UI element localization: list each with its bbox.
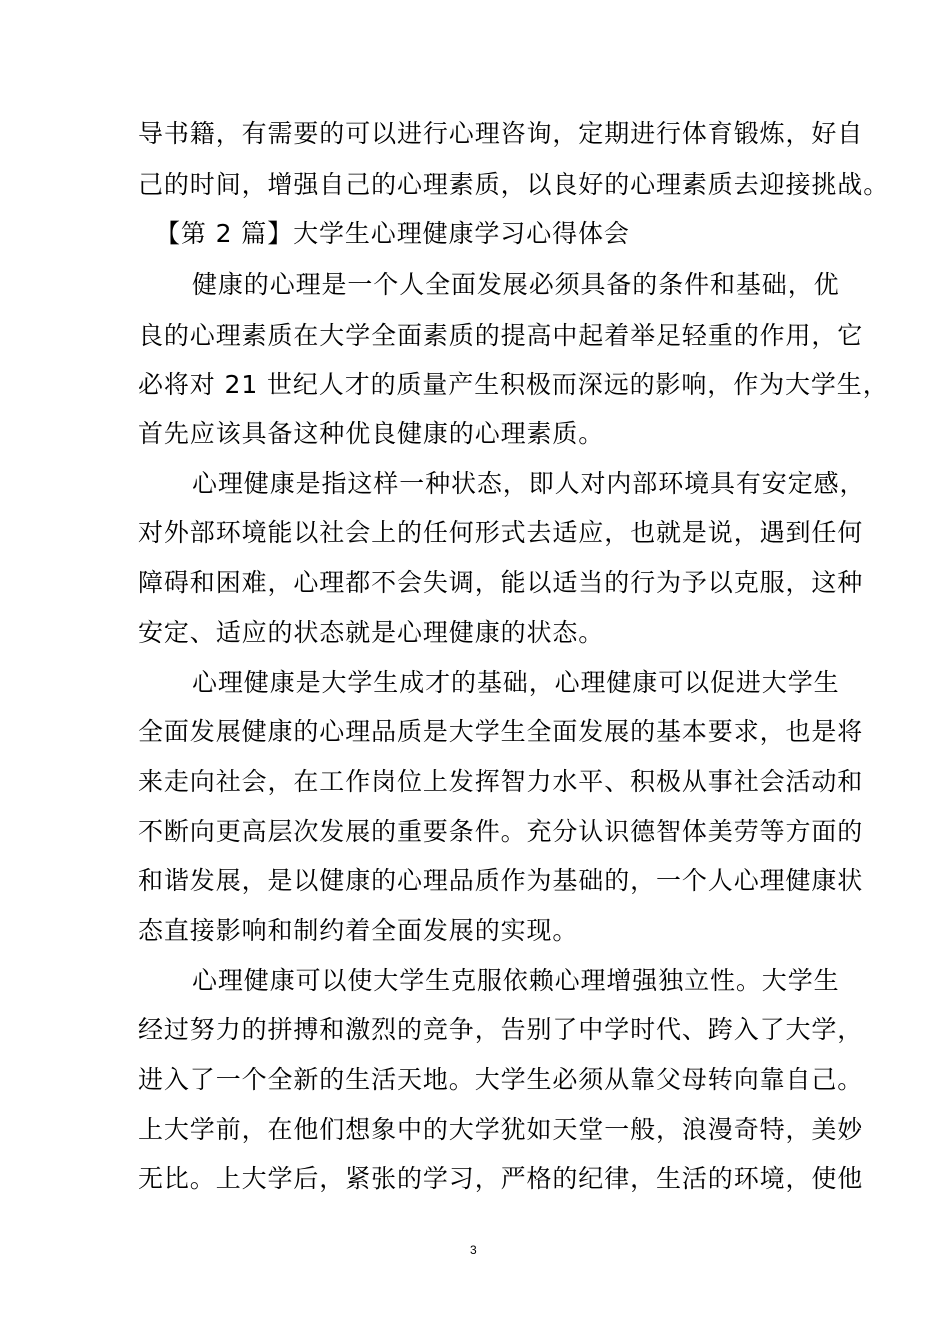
page-number: 3 xyxy=(470,1243,477,1257)
section-heading: 【第 2 篇】大学生心理健康学习心得体会 xyxy=(155,219,630,248)
text-line: 全面发展健康的心理品质是大学生全面发展的基本要求，也是将 xyxy=(138,717,864,746)
paragraph-first-line: 心理健康是指这样一种状态，即人对内部环境具有安定感， xyxy=(192,469,866,498)
text-line: 首先应该具备这种优良健康的心理素质。 xyxy=(138,419,605,448)
paragraph-first-line: 心理健康可以使大学生克服依赖心理增强独立性。大学生 xyxy=(192,966,840,995)
text-line: 己的时间，增强自己的心理素质，以良好的心理素质去迎接挑战。 xyxy=(138,170,890,199)
text-line: 导书籍，有需要的可以进行心理咨询，定期进行体育锻炼，好自 xyxy=(138,119,864,148)
text-line: 上大学前，在他们想象中的大学犹如天堂一般，浪漫奇特，美妙 xyxy=(138,1115,864,1144)
text-line: 和谐发展，是以健康的心理品质作为基础的，一个人心理健康状 xyxy=(138,866,864,895)
text-line: 进入了一个全新的生活天地。大学生必须从靠父母转向靠自己。 xyxy=(138,1065,864,1094)
paragraph-first-line: 心理健康是大学生成才的基础，心理健康可以促进大学生 xyxy=(192,668,840,697)
text-line: 不断向更高层次发展的重要条件。充分认识德智体美劳等方面的 xyxy=(138,817,864,846)
text-line: 良的心理素质在大学全面素质的提高中起着举足轻重的作用，它 xyxy=(138,321,864,350)
text-line: 必将对 21 世纪人才的质量产生积极而深远的影响，作为大学生， xyxy=(138,370,889,399)
text-line: 无比。上大学后，紧张的学习，严格的纪律，生活的环境，使他 xyxy=(138,1164,864,1193)
text-line: 对外部环境能以社会上的任何形式去适应，也就是说，遇到任何 xyxy=(138,518,864,547)
text-line: 态直接影响和制约着全面发展的实现。 xyxy=(138,916,579,945)
paragraph-first-line: 健康的心理是一个人全面发展必须具备的条件和基础，优 xyxy=(192,270,840,299)
text-line: 障碍和困难，心理都不会失调，能以适当的行为予以克服，这种 xyxy=(138,568,864,597)
text-line: 安定、适应的状态就是心理健康的状态。 xyxy=(138,618,605,647)
text-line: 经过努力的拼搏和激烈的竞争，告别了中学时代、跨入了大学， xyxy=(138,1015,864,1044)
text-line: 来走向社会，在工作岗位上发挥智力水平、积极从事社会活动和 xyxy=(138,767,864,796)
